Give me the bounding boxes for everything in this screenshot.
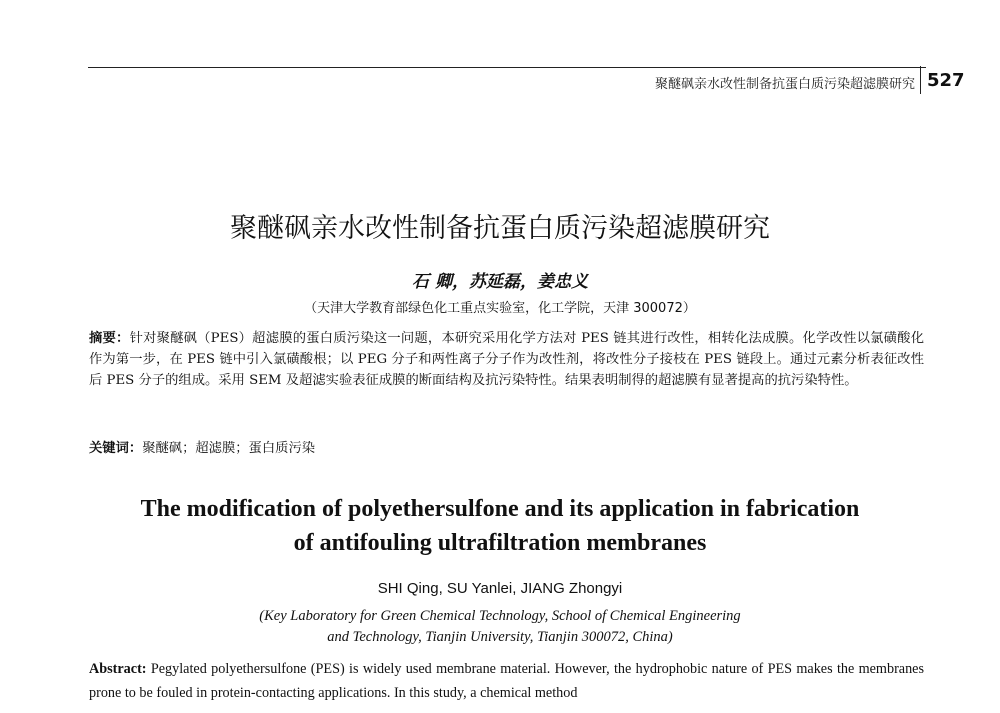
running-title: 聚醚砜亲水改性制备抗蛋白质污染超滤膜研究	[654, 77, 915, 92]
chinese-keywords	[89, 438, 924, 459]
chinese-abstract-label: 摘要：	[89, 331, 130, 346]
english-abstract	[89, 657, 924, 705]
chinese-keywords-label: 关键词：	[89, 441, 143, 456]
chinese-abstract	[89, 328, 924, 391]
english-affiliation-line-1: (Key Laboratory for Green Chemical Technology, School of Chemical Engineering	[259, 608, 741, 624]
english-title-line-1: The modification of polyethersulfone and its application in fabrication	[140, 496, 860, 522]
page-number: 527	[927, 70, 965, 91]
chinese-abstract-text: 针对聚醚砜（PES）超滤膜的蛋白质污染这一问题，本研究采用化学方法对 PES 链其进行改性，相转化法成膜。化学改性以氯磺酸化作为第一步，在 PES 链中引入氯磺酸根；以 PEG 分子和两性离子分子作为改性剂，将改性分子接枝在 PES 链段上。通过元素分析表征改性后 PES 分子的组成。采用 SEM 及超滤实验表征成膜的断面结构及抗污染特性。结果表明制得的超滤膜有显著提高的抗污染特性。	[89, 331, 924, 388]
english-title	[0, 492, 1000, 560]
chinese-affiliation: （天津大学教育部绿色化工重点实验室，化工学院，天津 300072）	[304, 301, 696, 316]
page-number-divider	[920, 66, 921, 94]
chinese-title: 聚醚砜亲水改性制备抗蛋白质污染超滤膜研究	[230, 213, 770, 244]
chinese-authors: 石 卿，苏延磊，姜忠义	[412, 272, 588, 292]
english-title-line-2: of antifouling ultrafiltration membranes	[293, 530, 707, 556]
english-abstract-text: Pegylated polyethersulfone (PES) is widely used membrane material. However, the hydrophobic nature of PES makes the membranes prone to be fouled in protein-contacting applications. In this study, a chemical method	[89, 661, 924, 701]
english-affiliation-line-2: and Technology, Tianjin University, Tianjin 300072, China)	[327, 629, 673, 645]
english-abstract-label: Abstract:	[89, 661, 147, 677]
english-authors: SHI Qing, SU Yanlei, JIANG Zhongyi	[377, 580, 623, 597]
english-affiliation	[0, 606, 1000, 648]
chinese-keywords-text: 聚醚砜；超滤膜；蛋白质污染	[142, 441, 316, 456]
header-rule	[88, 67, 926, 68]
